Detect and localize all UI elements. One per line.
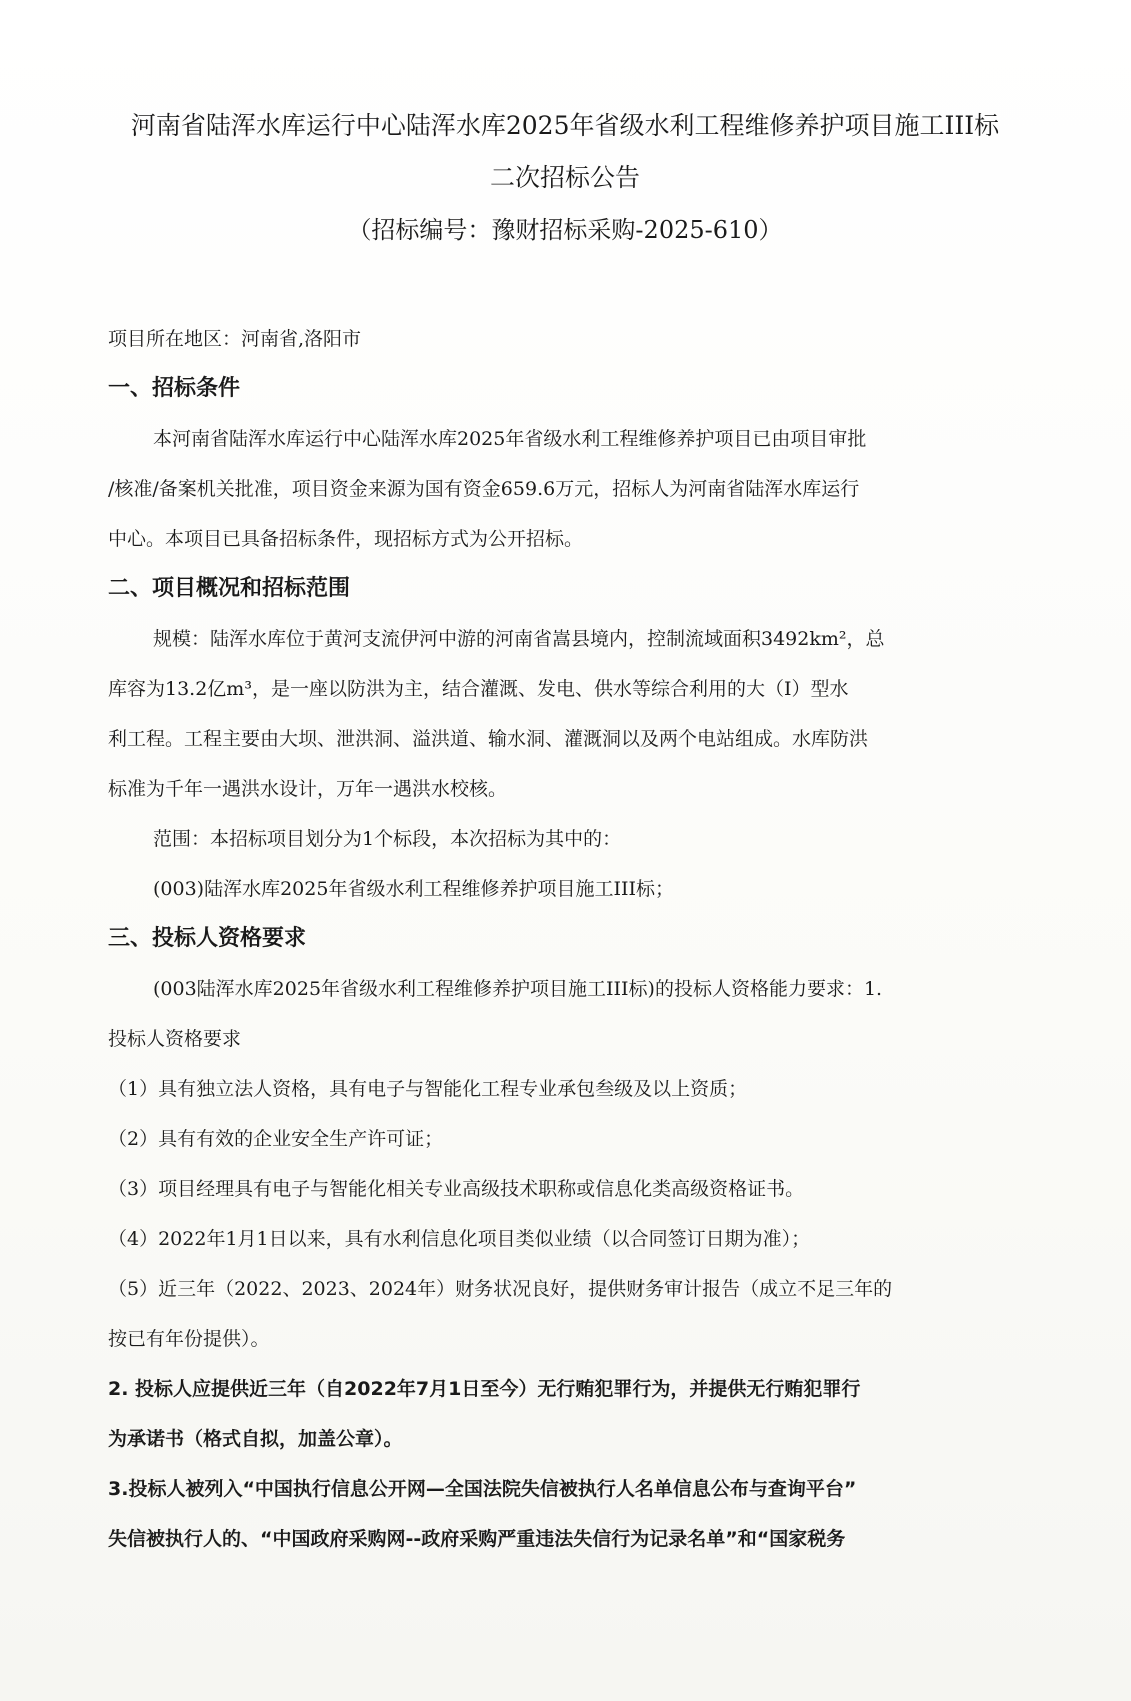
paragraph-line: 中心。本项目已具备招标条件，现招标方式为公开招标。 [108,528,584,550]
requirement-item: （5）近三年（2022、2023、2024年）财务状况良好，提供财务审计报告（成立不足三年的 [108,1278,893,1300]
requirement-item: （3）项目经理具有电子与智能化相关专业高级技术职称或信息化类高级资格证书。 [108,1178,805,1200]
document-title [100,100,1030,256]
paragraph-line: 规模：陆浑水库位于黄河支流伊河中游的河南省嵩县境内，控制流域面积3492km²，总 [153,628,885,650]
scope-line: 范围：本招标项目划分为1个标段，本次招标为其中的： [153,828,622,850]
title-line-1: 河南省陆浑水库运行中心陆浑水库2025年省级水利工程维修养护项目施工III标 [130,111,1000,140]
requirement-point-3: 3.投标人被列入“中国执行信息公开网—全国法院失信被执行人名单信息公布与查询平台” [108,1478,857,1500]
requirement-point-2-cont: 为承诺书（格式自拟，加盖公章）。 [108,1428,403,1450]
section-heading-qualification: 三、投标人资格要求 [108,926,307,951]
document-body [108,320,1008,1564]
paragraph-line: 标准为千年一遇洪水设计，万年一遇洪水校核。 [108,778,508,800]
requirement-point-2: 2. 投标人应提供近三年（自2022年7月1日至今）无行贿犯罪行为，并提供无行贿犯罪行 [108,1378,861,1400]
requirement-item: （4）2022年1月1日以来，具有水利信息化项目类似业绩（以合同签订日期为准）； [108,1228,811,1250]
paragraph-line: /核准/备案机关批准，项目资金来源为国有资金659.6万元，招标人为河南省陆浑水库运行 [108,478,860,500]
section-heading-tender-conditions: 一、招标条件 [108,376,241,401]
paragraph-line: 利工程。工程主要由大坝、泄洪洞、溢洪道、输水洞、灌溉洞以及两个电站组成。水库防洪 [108,728,869,750]
paragraph-line: (003陆浑水库2025年省级水利工程维修养护项目施工III标)的投标人资格能力要求：1. [153,978,883,1000]
requirement-item: （2）具有有效的企业安全生产许可证； [108,1128,444,1150]
requirement-item: （1）具有独立法人资格，具有电子与智能化工程专业承包叁级及以上资质； [108,1078,748,1100]
section-heading-project-overview: 二、项目概况和招标范围 [108,576,351,601]
title-line-2: 二次招标公告 [489,163,640,192]
tender-number: （招标编号：豫财招标采购-2025-610） [347,216,783,244]
paragraph-line: 投标人资格要求 [108,1028,242,1050]
paragraph-line: 本河南省陆浑水库运行中心陆浑水库2025年省级水利工程维修养护项目已由项目审批 [153,428,867,450]
project-region: 项目所在地区：河南省,洛阳市 [108,328,362,350]
requirement-point-3-cont: 失信被执行人的、“中国政府采购网--政府采购严重违法失信行为记录名单”和“国家税务 [108,1528,846,1550]
paragraph-line: 库容为13.2亿m³，是一座以防洪为主，结合灌溉、发电、供水等综合利用的大（Ⅰ）型水 [108,678,849,700]
requirement-item: 按已有年份提供）。 [108,1328,270,1350]
lot-line: (003)陆浑水库2025年省级水利工程维修养护项目施工III标； [153,878,674,900]
